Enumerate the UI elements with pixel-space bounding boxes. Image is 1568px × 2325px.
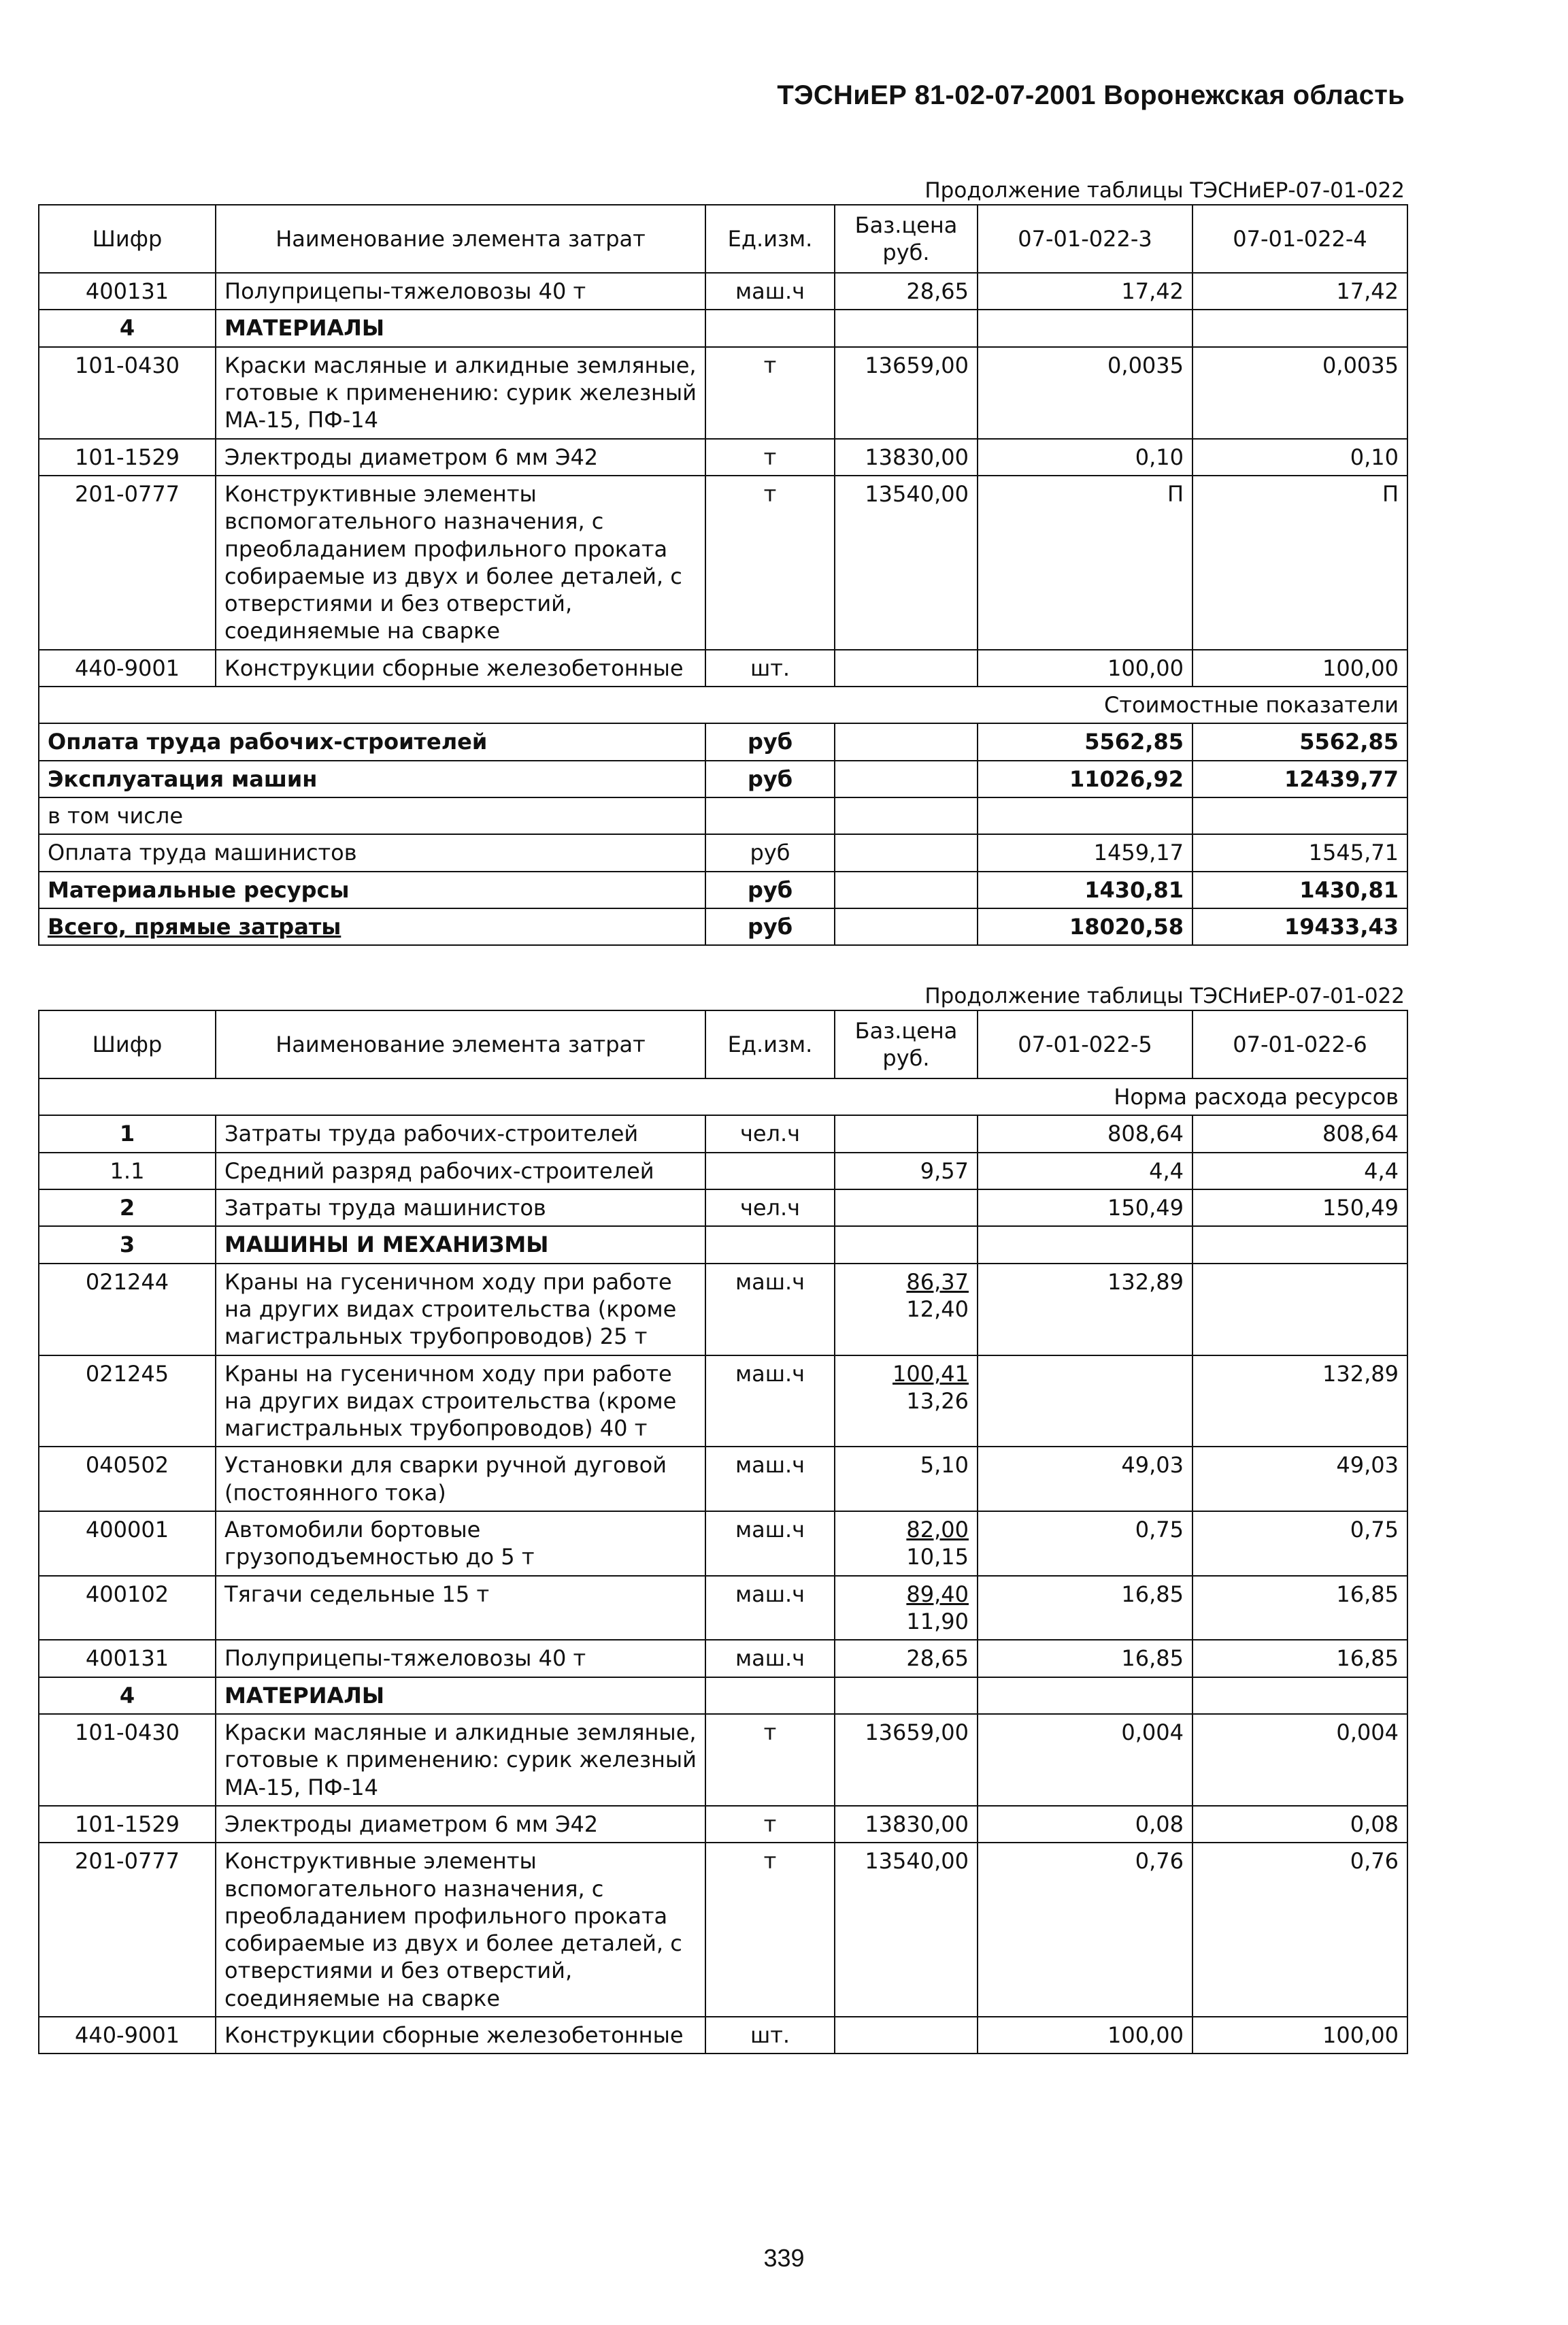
totals-row <box>39 834 1407 871</box>
table-row <box>39 1714 1407 1806</box>
header-base-price: Баз.цена руб. <box>835 1010 978 1078</box>
totals-label: Оплата труда машинистов <box>39 834 705 871</box>
cell-name: Установки для сварки ручной дуговой (постоянного тока) <box>216 1447 705 1511</box>
price-secondary: 13,26 <box>906 1387 969 1414</box>
table-row <box>39 1264 1407 1355</box>
cell-price <box>835 1640 978 1677</box>
cell-price <box>835 1226 978 1263</box>
cell-code: 400131 <box>39 273 216 310</box>
totals-value-a <box>978 797 1192 834</box>
cell-unit: т <box>705 476 835 650</box>
price-primary: 5,10 <box>920 1452 969 1479</box>
norm-label-row <box>39 1078 1407 1115</box>
cell-name: Тягачи седельные 15 т <box>216 1576 705 1640</box>
cell-price <box>835 2017 978 2054</box>
cell-value-a <box>978 1677 1192 1714</box>
table-row <box>39 347 1407 439</box>
cell-unit <box>705 310 835 346</box>
cell-value-a: 0,10 <box>978 439 1192 476</box>
cell-value-b: 0,0035 <box>1192 347 1407 439</box>
cell-unit: шт. <box>705 2017 835 2054</box>
cell-name: Автомобили бортовые грузоподъемностью до 5 т <box>216 1511 705 1576</box>
totals-unit: руб <box>705 761 835 797</box>
page-number: 339 <box>763 2244 805 2272</box>
table2-header-row <box>39 1010 1407 1078</box>
cell-name: Полуприцепы-тяжеловозы 40 т <box>216 1640 705 1677</box>
cell-value-a: 16,85 <box>978 1576 1192 1640</box>
cell-name: Электроды диаметром 6 мм Э42 <box>216 439 705 476</box>
cell-price <box>835 1677 978 1714</box>
cell-code: 1.1 <box>39 1153 216 1189</box>
cell-name: Затраты труда машинистов <box>216 1189 705 1226</box>
price-primary: 28,65 <box>906 1645 969 1672</box>
header-name: Наименование элемента затрат <box>216 205 705 273</box>
cell-unit: маш.ч <box>705 1447 835 1511</box>
cell-code: 040502 <box>39 1447 216 1511</box>
cell-value-a: П <box>978 476 1192 650</box>
cell-price <box>835 1355 978 1447</box>
cell-value-a <box>978 1355 1192 1447</box>
cell-price <box>835 1153 978 1189</box>
price-secondary: 12,40 <box>906 1296 969 1322</box>
section-row <box>39 310 1407 346</box>
cell-value-b: 17,42 <box>1192 273 1407 310</box>
cell-value-a: 100,00 <box>978 2017 1192 2054</box>
cell-code: 1 <box>39 1115 216 1152</box>
cost-indicators-label: Стоимостные показатели <box>39 687 1407 723</box>
totals-unit: руб <box>705 723 835 760</box>
cell-unit: чел.ч <box>705 1189 835 1226</box>
cell-value-b: 0,75 <box>1192 1511 1407 1576</box>
document-header: ТЭСНиЕР 81-02-07-2001 Воронежская область <box>777 80 1405 110</box>
table1-header-row <box>39 205 1407 273</box>
cell-code: 101-1529 <box>39 439 216 476</box>
cell-price <box>835 1115 978 1152</box>
cell-code: 021245 <box>39 1355 216 1447</box>
table-row <box>39 1153 1407 1189</box>
cell-code: 2 <box>39 1189 216 1226</box>
table-row <box>39 1843 1407 2017</box>
table-row <box>39 1115 1407 1152</box>
totals-empty <box>835 834 978 871</box>
cell-code: 3 <box>39 1226 216 1263</box>
header-code: Шифр <box>39 1010 216 1078</box>
cell-code: 101-0430 <box>39 1714 216 1806</box>
totals-value-a: 5562,85 <box>978 723 1192 760</box>
table2 <box>38 1010 1408 2054</box>
table1 <box>38 204 1408 946</box>
cell-unit: т <box>705 1806 835 1843</box>
cell-price <box>835 1447 978 1511</box>
table-row <box>39 1511 1407 1576</box>
cell-value-a: 150,49 <box>978 1189 1192 1226</box>
totals-empty <box>835 797 978 834</box>
cell-code: 4 <box>39 310 216 346</box>
cell-unit <box>705 1677 835 1714</box>
table2-caption: Продолжение таблицы ТЭСНиЕР-07-01-022 <box>924 984 1405 1008</box>
cell-unit: маш.ч <box>705 1511 835 1576</box>
totals-value-b <box>1192 797 1407 834</box>
totals-unit <box>705 797 835 834</box>
cell-value-b: П <box>1192 476 1407 650</box>
cell-name: Краски масляные и алкидные земляные, готовые к применению: сурик железный МА-15, ПФ-14 <box>216 347 705 439</box>
totals-empty <box>835 723 978 760</box>
cell-unit: маш.ч <box>705 1640 835 1677</box>
header-code: Шифр <box>39 205 216 273</box>
cell-value-a: 49,03 <box>978 1447 1192 1511</box>
cell-value-a <box>978 310 1192 346</box>
cell-value-a: 4,4 <box>978 1153 1192 1189</box>
totals-empty <box>835 908 978 945</box>
cell-name: Краны на гусеничном ходу при работе на других видах строительства (кроме магистральных трубопроводов) 25 т <box>216 1264 705 1355</box>
cell-code: 021244 <box>39 1264 216 1355</box>
cell-name: Затраты труда рабочих-строителей <box>216 1115 705 1152</box>
price-primary: 86,37 <box>906 1268 969 1295</box>
cell-value-b: 100,00 <box>1192 650 1407 687</box>
cell-code: 400131 <box>39 1640 216 1677</box>
cell-code: 4 <box>39 1677 216 1714</box>
table-row <box>39 439 1407 476</box>
cell-value-b: 100,00 <box>1192 2017 1407 2054</box>
header-unit: Ед.изм. <box>705 205 835 273</box>
totals-label: Материальные ресурсы <box>39 872 705 908</box>
cell-unit <box>705 1153 835 1189</box>
cell-value-b <box>1192 1226 1407 1263</box>
header-col-b: 07-01-022-6 <box>1192 1010 1407 1078</box>
price-primary: 13659,00 <box>865 1719 969 1745</box>
cell-price <box>835 1843 978 2017</box>
table1-caption: Продолжение таблицы ТЭСНиЕР-07-01-022 <box>924 178 1405 203</box>
totals-value-a: 18020,58 <box>978 908 1192 945</box>
table-row <box>39 476 1407 650</box>
totals-value-a: 1430,81 <box>978 872 1192 908</box>
header-col-a: 07-01-022-5 <box>978 1010 1192 1078</box>
cell-unit: маш.ч <box>705 1355 835 1447</box>
cell-name: Электроды диаметром 6 мм Э42 <box>216 1806 705 1843</box>
price-primary: 9,57 <box>920 1157 969 1184</box>
cell-value-a: 0,08 <box>978 1806 1192 1843</box>
totals-row <box>39 723 1407 760</box>
totals-value-b: 12439,77 <box>1192 761 1407 797</box>
cell-value-a: 0,004 <box>978 1714 1192 1806</box>
cell-name: Краски масляные и алкидные земляные, готовые к применению: сурик железный МА-15, ПФ-14 <box>216 1714 705 1806</box>
cell-value-b <box>1192 310 1407 346</box>
cell-name: Краны на гусеничном ходу при работе на других видах строительства (кроме магистральных трубопроводов) 40 т <box>216 1355 705 1447</box>
totals-row <box>39 761 1407 797</box>
totals-label: Оплата труда рабочих-строителей <box>39 723 705 760</box>
table-row <box>39 2017 1407 2054</box>
cell-value-a: 0,76 <box>978 1843 1192 2017</box>
price-primary: 82,00 <box>906 1517 969 1543</box>
cell-price: 13540,00 <box>835 476 978 650</box>
price-primary: 100,41 <box>893 1360 969 1387</box>
cell-value-b: 0,10 <box>1192 439 1407 476</box>
cell-value-b: 49,03 <box>1192 1447 1407 1511</box>
cell-unit: т <box>705 439 835 476</box>
cell-price <box>835 1806 978 1843</box>
section-row <box>39 1677 1407 1714</box>
cell-value-b: 16,85 <box>1192 1576 1407 1640</box>
cell-code: 440-9001 <box>39 2017 216 2054</box>
totals-value-b: 19433,43 <box>1192 908 1407 945</box>
price-primary: 13540,00 <box>865 1848 969 1875</box>
cell-name: Конструктивные элементы вспомогательного назначения, с преобладанием профильного проката собираемые из двух и более деталей, с отверстиями и без отверстий, соединяемые на сварке <box>216 476 705 650</box>
cell-value-b <box>1192 1677 1407 1714</box>
cell-name: Конструкции сборные железобетонные <box>216 650 705 687</box>
cell-price: 13830,00 <box>835 439 978 476</box>
cell-unit: шт. <box>705 650 835 687</box>
cell-value-b: 150,49 <box>1192 1189 1407 1226</box>
cell-price: 28,65 <box>835 273 978 310</box>
cell-value-a: 16,85 <box>978 1640 1192 1677</box>
cell-value-a: 808,64 <box>978 1115 1192 1152</box>
cell-value-a: 0,75 <box>978 1511 1192 1576</box>
cell-value-b: 808,64 <box>1192 1115 1407 1152</box>
price-primary: 13830,00 <box>865 1811 969 1837</box>
cell-value-a: 100,00 <box>978 650 1192 687</box>
cell-code: 101-0430 <box>39 347 216 439</box>
cell-value-b: 132,89 <box>1192 1355 1407 1447</box>
totals-row <box>39 908 1407 945</box>
totals-row <box>39 872 1407 908</box>
header-name: Наименование элемента затрат <box>216 1010 705 1078</box>
cell-unit <box>705 1226 835 1263</box>
cell-code: 400102 <box>39 1576 216 1640</box>
table-row <box>39 1447 1407 1511</box>
totals-empty <box>835 872 978 908</box>
cell-unit: т <box>705 347 835 439</box>
cell-code: 440-9001 <box>39 650 216 687</box>
header-col-a: 07-01-022-3 <box>978 205 1192 273</box>
section-row <box>39 1226 1407 1263</box>
cell-name: МАТЕРИАЛЫ <box>216 1677 705 1714</box>
header-col-b: 07-01-022-4 <box>1192 205 1407 273</box>
cell-value-b: 0,76 <box>1192 1843 1407 2017</box>
totals-empty <box>835 761 978 797</box>
totals-unit: руб <box>705 872 835 908</box>
totals-value-b: 5562,85 <box>1192 723 1407 760</box>
table-row <box>39 1640 1407 1677</box>
cell-value-a: 17,42 <box>978 273 1192 310</box>
cell-unit: т <box>705 1714 835 1806</box>
header-unit: Ед.изм. <box>705 1010 835 1078</box>
table-row <box>39 1576 1407 1640</box>
cell-value-a: 132,89 <box>978 1264 1192 1355</box>
cell-unit: маш.ч <box>705 1576 835 1640</box>
totals-unit: руб <box>705 908 835 945</box>
cell-name: Полуприцепы-тяжеловозы 40 т <box>216 273 705 310</box>
cell-code: 201-0777 <box>39 1843 216 2017</box>
totals-row <box>39 797 1407 834</box>
cell-value-b: 0,08 <box>1192 1806 1407 1843</box>
price-primary: 89,40 <box>906 1581 969 1607</box>
totals-value-b: 1430,81 <box>1192 872 1407 908</box>
cell-value-b: 4,4 <box>1192 1153 1407 1189</box>
cell-name: МАТЕРИАЛЫ <box>216 310 705 346</box>
table-row <box>39 273 1407 310</box>
cell-value-b <box>1192 1264 1407 1355</box>
cell-unit: т <box>705 1843 835 2017</box>
totals-value-a: 1459,17 <box>978 834 1192 871</box>
cell-price <box>835 1511 978 1576</box>
cell-unit: маш.ч <box>705 273 835 310</box>
cell-price <box>835 1189 978 1226</box>
totals-unit: руб <box>705 834 835 871</box>
totals-label: Всего, прямые затраты <box>39 908 705 945</box>
cell-price <box>835 1576 978 1640</box>
table-row <box>39 1806 1407 1843</box>
cell-name: МАШИНЫ И МЕХАНИЗМЫ <box>216 1226 705 1263</box>
cell-value-b: 16,85 <box>1192 1640 1407 1677</box>
cell-value-b: 0,004 <box>1192 1714 1407 1806</box>
cell-price: 13659,00 <box>835 347 978 439</box>
cell-name: Средний разряд рабочих-строителей <box>216 1153 705 1189</box>
price-secondary: 10,15 <box>906 1544 969 1570</box>
totals-label: Эксплуатация машин <box>39 761 705 797</box>
totals-value-a: 11026,92 <box>978 761 1192 797</box>
cell-price <box>835 1264 978 1355</box>
cell-price <box>835 650 978 687</box>
cell-code: 201-0777 <box>39 476 216 650</box>
totals-value-b: 1545,71 <box>1192 834 1407 871</box>
cell-value-a <box>978 1226 1192 1263</box>
header-base-price: Баз.цена руб. <box>835 205 978 273</box>
totals-label: в том числе <box>39 797 705 834</box>
cell-unit: маш.ч <box>705 1264 835 1355</box>
table-row <box>39 1355 1407 1447</box>
cell-price <box>835 310 978 346</box>
norm-label: Норма расхода ресурсов <box>39 1078 1407 1115</box>
cell-code: 400001 <box>39 1511 216 1576</box>
cell-code: 101-1529 <box>39 1806 216 1843</box>
price-secondary: 11,90 <box>906 1609 969 1634</box>
table-row <box>39 650 1407 687</box>
cell-value-a: 0,0035 <box>978 347 1192 439</box>
cell-name: Конструктивные элементы вспомогательного назначения, с преобладанием профильного проката собираемые из двух и более деталей, с отверстиями и без отверстий, соединяемые на сварке <box>216 1843 705 2017</box>
cost-indicators-row <box>39 687 1407 723</box>
cell-unit: чел.ч <box>705 1115 835 1152</box>
cell-price <box>835 1714 978 1806</box>
table-row <box>39 1189 1407 1226</box>
cell-name: Конструкции сборные железобетонные <box>216 2017 705 2054</box>
